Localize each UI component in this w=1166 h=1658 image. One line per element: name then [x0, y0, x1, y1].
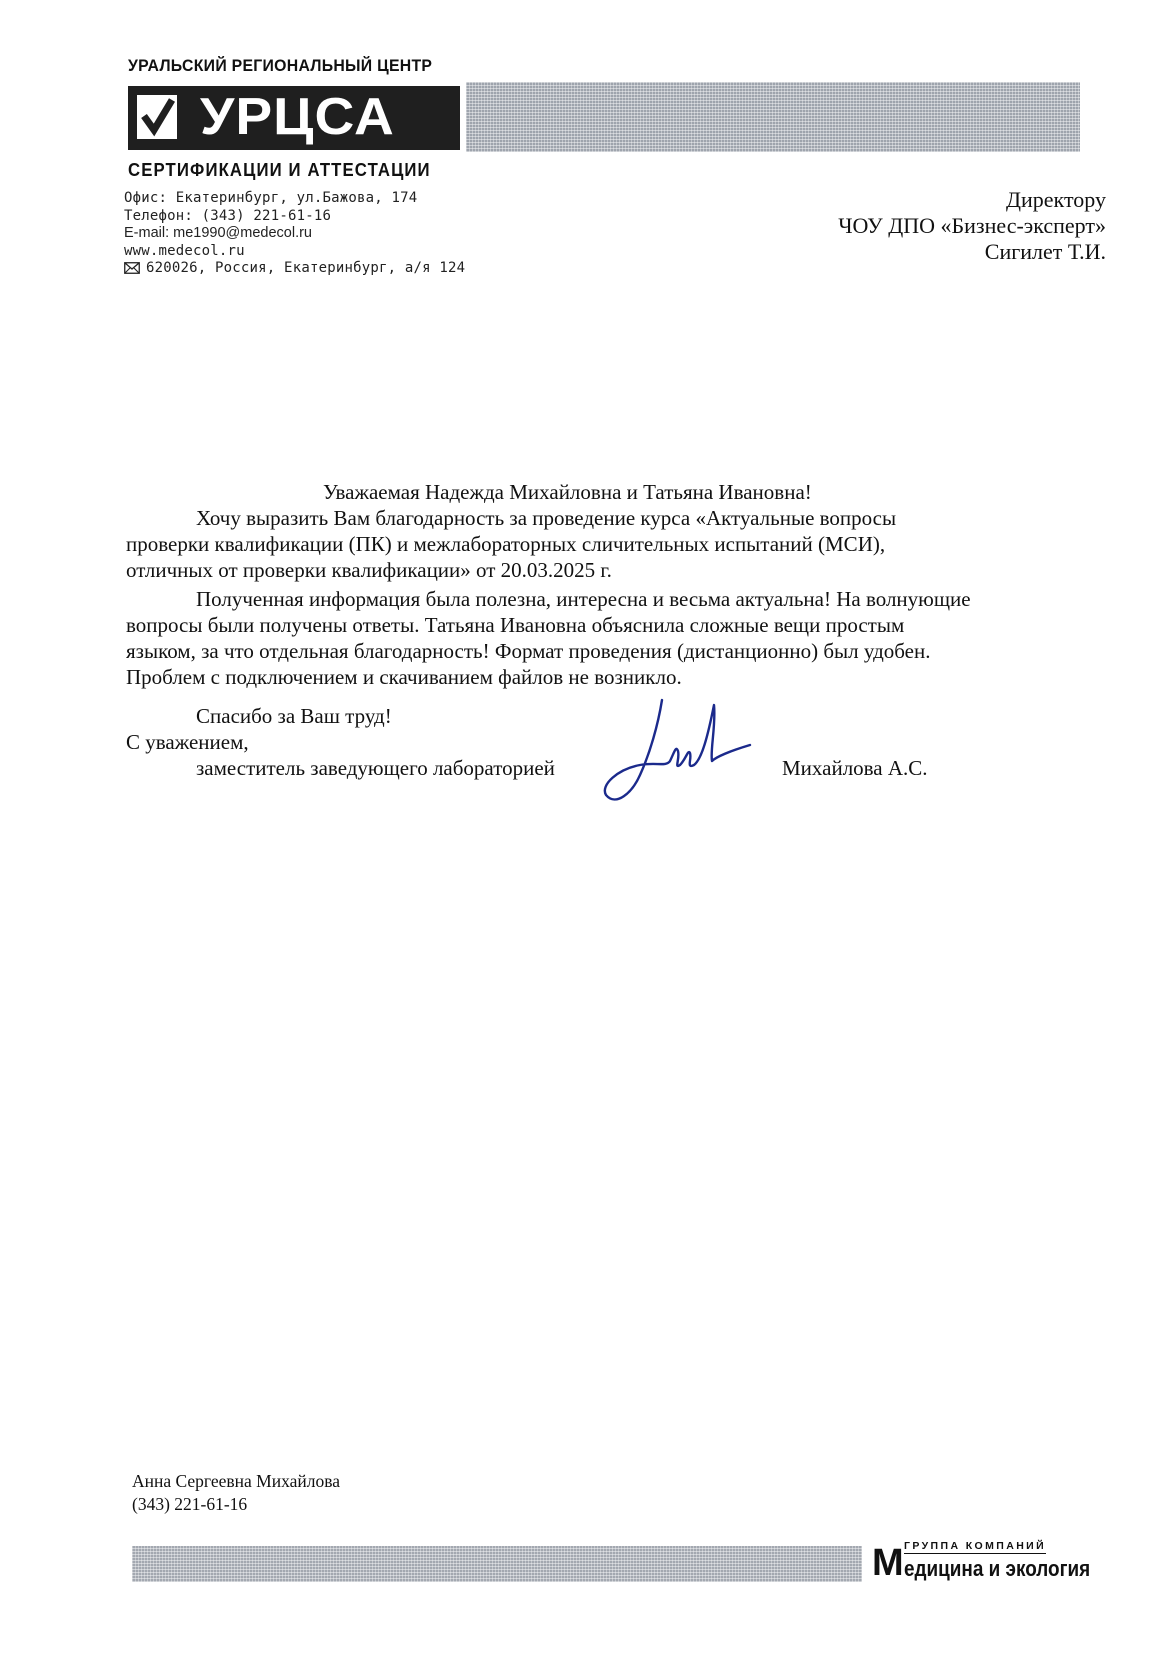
website: www.medecol.ru [124, 242, 245, 259]
org-name-top: УРАЛЬСКИЙ РЕГИОНАЛЬНЫЙ ЦЕНТР [128, 56, 433, 75]
paragraph-2-line: языком, за что отдельная благодарность! Формат проведения (дистанционно) был удобен. [126, 639, 931, 663]
addressee-organization: ЧОУ ДПО «Бизнес-эксперт» [838, 213, 1106, 238]
checkmark-logo-icon [136, 94, 178, 140]
logo [128, 86, 460, 150]
logo-text: УРЦСА [200, 88, 395, 146]
paragraph-2 [126, 586, 971, 690]
closing-regards: С уважением, [126, 730, 249, 754]
signer-name: Михайлова А.С. [782, 756, 928, 780]
paragraph-1 [126, 505, 896, 583]
paragraph-2-line: Проблем с подключением и скачиванием файлов не возникло. [126, 665, 682, 689]
addressee-name: Сигилет Т.И. [984, 239, 1106, 264]
paragraph-2-line: вопросы были получены ответы. Татьяна Ивановна объяснила сложные вещи простым [126, 613, 905, 637]
letterhead-contacts [124, 190, 465, 278]
signer-position: заместитель заведующего лабораторией [196, 756, 555, 780]
footer-stripe-bar [132, 1546, 862, 1582]
paragraph-1-line: отличных от проверки квалификации» от 20.03.2025 г. [126, 558, 612, 582]
group-logo [872, 1540, 1094, 1584]
paragraph-1-line: проверки квалификации (ПК) и межлабораторных сличительных испытаний (МСИ), [126, 532, 886, 556]
postal-address-text: 620026, Россия, Екатеринбург, а/я 124 [146, 260, 466, 276]
office-address: Офис: Екатеринбург, ул.Бажова, 174 [124, 190, 418, 206]
thanks-line: Спасибо за Ваш труд! [196, 704, 392, 728]
org-name-bottom: СЕРТИФИКАЦИИ И АТТЕСТАЦИИ [128, 160, 431, 180]
letterhead-stripe-bar [466, 82, 1080, 152]
addressee-block [838, 187, 1106, 265]
paragraph-2-line: Полученная информация была полезна, интересна и весьма актуальна! На волнующие [196, 587, 971, 611]
contact-person-name: Анна Сергеевна Михайлова [132, 1471, 341, 1491]
handwritten-signature [600, 695, 760, 815]
addressee-title: Директору [1006, 187, 1106, 212]
footer-contact [132, 1470, 340, 1516]
paragraph-1-line: Хочу выразить Вам благодарность за проведение курса «Актуальные вопросы [196, 506, 897, 530]
envelope-icon [124, 262, 140, 274]
phone-number: Телефон: (343) 221-61-16 [124, 207, 332, 224]
group-logo-initial: М [872, 1542, 904, 1584]
group-logo-name: едицина и экология [904, 1556, 1091, 1581]
greeting: Уважаемая Надежда Михайловна и Татьяна Ивановна! [323, 480, 812, 504]
postal-address [124, 260, 465, 278]
contact-person-phone: (343) 221-61-16 [132, 1494, 248, 1514]
email-address: E-mail: me1990@medecol.ru [124, 225, 312, 241]
group-logo-label: ГРУППА КОМПАНИЙ [904, 1540, 1047, 1552]
